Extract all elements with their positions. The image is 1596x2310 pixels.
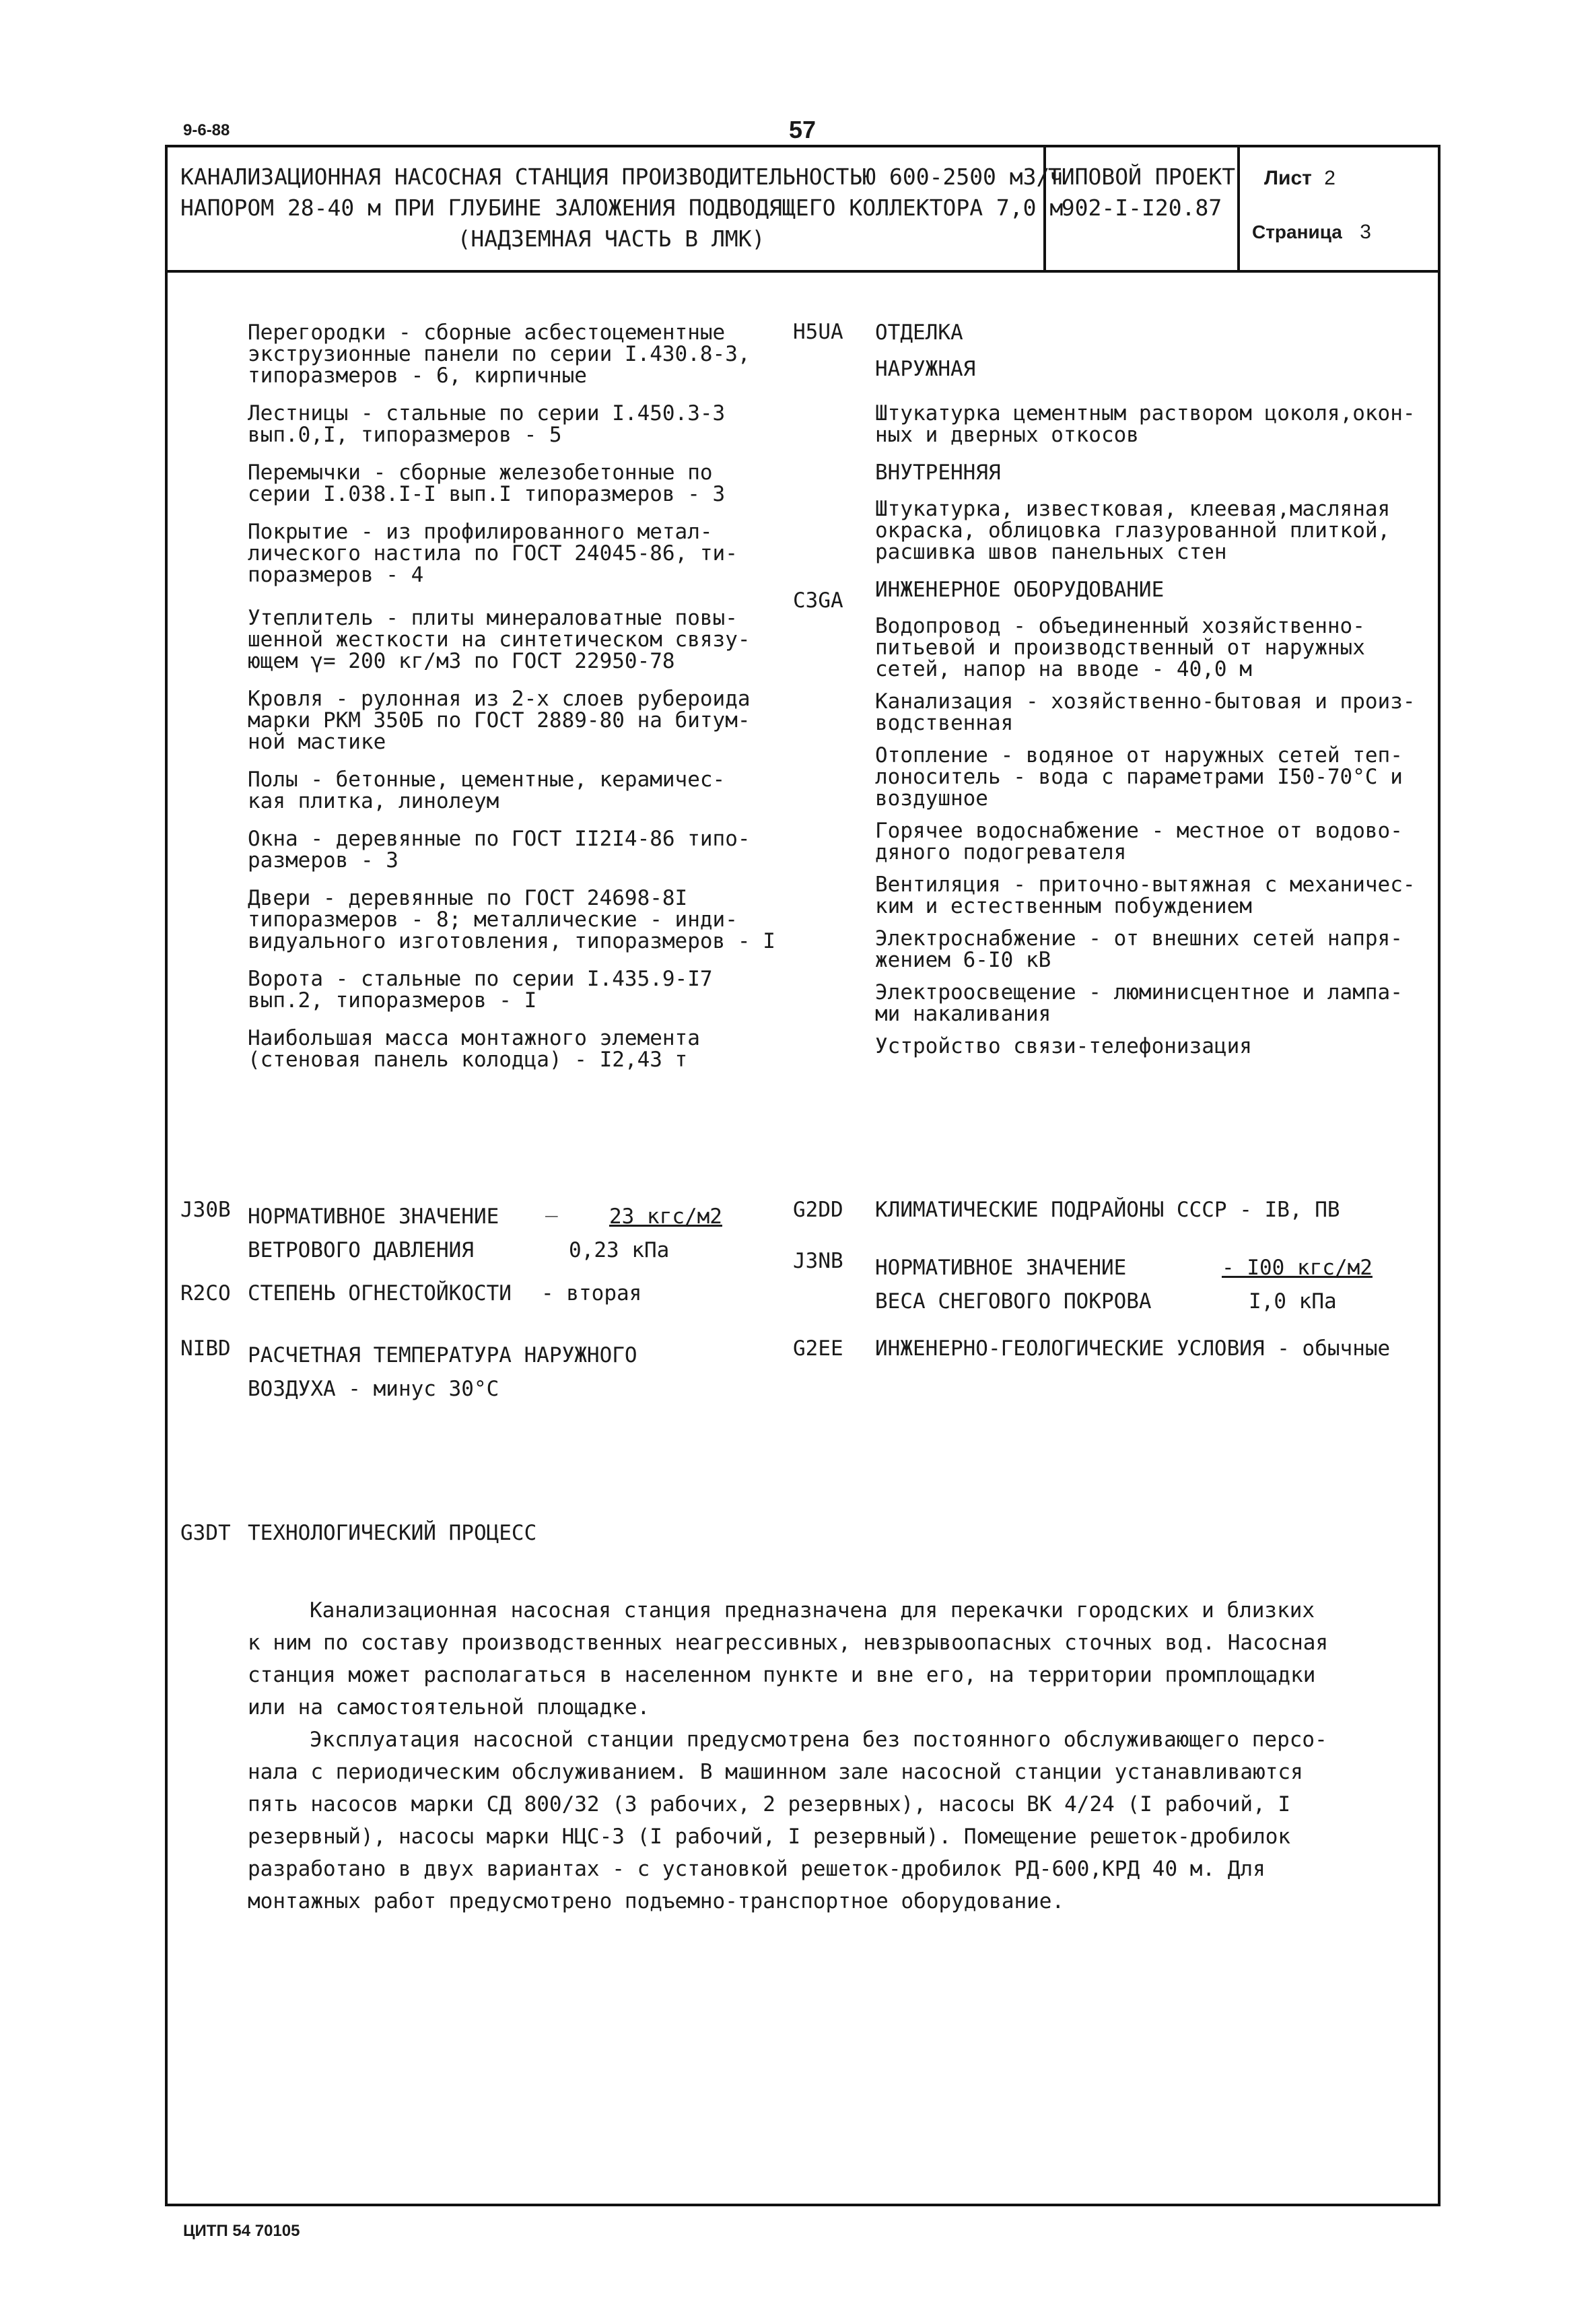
project-number: 902-I-I20.87 — [1061, 195, 1222, 221]
document-title — [180, 162, 1064, 254]
process-heading: ТЕХНОЛОГИЧЕСКИЙ ПРОЦЕСС — [248, 1521, 537, 1545]
code-c3ga: C3GA — [793, 588, 843, 613]
wind-dash: _ — [545, 1193, 558, 1217]
list-item: Перемычки - сборные железобетонные по серии I.038.I-I вып.I типоразмеров - 3 — [248, 461, 726, 506]
page-number: 57 — [789, 116, 817, 143]
construction-list — [248, 322, 786, 1087]
list-item: Кровля - рулонная из 2-х слоев рубероида марки РКМ 350Б по ГОСТ 2889-80 на битум- ной мастике — [248, 687, 751, 754]
process-paragraph-2: Эксплуатация насосной станции предусмотрена без постоянного обслуживающего персо- нала с периодическим обслуживанием. В машинном зале насосной станции устанавливаются пять насосов марки СД 800/32 (3 рабочих, 2 резервных), насосы ВК 4/24 (I рабочий, I резервный), насосы марки НЦС-3 (I рабочий, I резервный). Помещение решеток-дробилок разработано в двух вариантах - с установкой решеток-дробилок РД-600,КРД 40 м. Для монтажных работ предусмотрено подъемно-транспортное оборудование. — [248, 1728, 1327, 1913]
list-item: Покрытие - из профилированного метал- лического настила по ГОСТ 24045-86, ти- поразмеров - 4 — [248, 520, 738, 587]
fire-value: - вторая — [541, 1281, 642, 1305]
sheet-value: 2 — [1324, 167, 1335, 189]
list-item: Наибольшая масса монтажного элемента (стеновая панель колодца) - I2,43 т — [248, 1026, 700, 1072]
code-g2dd: G2DD — [793, 1198, 843, 1222]
temperature-label: РАСЧЕТНАЯ ТЕМПЕРАТУРА НАРУЖНОГО ВОЗДУХА - минус 30°С — [248, 1343, 637, 1401]
climate-subregion: КЛИМАТИЧЕСКИЕ ПОДРАЙОНЫ СССР - IВ, ПВ — [875, 1198, 1340, 1222]
wind-value-kgs: 23 кгс/м2 — [609, 1204, 722, 1229]
list-item: Водопровод - объединенный хозяйственно- питьевой и производственный от наружных сетей, напор на вводе - 40,0 м — [875, 614, 1365, 681]
process-paragraph-1: Канализационная насосная станция предназначена для перекачки городских и близких к ним по составу производственных неагрессивных, невзрывоопасных сточных вод. Насосная станция может располагаться в населенном пункте и вне его, на территории промплощадки или на самостоятельной площадке. — [248, 1598, 1329, 1720]
snow-value-kpa: I,0 кПа — [1249, 1289, 1337, 1314]
finishing-section — [875, 322, 1434, 1073]
list-item: Электроснабжение - от внешних сетей напря- жением 6-I0 кВ — [875, 926, 1403, 972]
code-nibd: NIBD — [180, 1336, 231, 1361]
list-item: Лестницы - стальные по серии I.450.3-3 вып.0,I, типоразмеров - 5 — [248, 401, 726, 447]
list-item: Канализация - хозяйственно-бытовая и произ- водственная — [875, 689, 1416, 735]
list-item: Вентиляция - приточно-вытяжная с механичес- ким и естественным побуждением — [875, 873, 1416, 918]
title-line-2: НАПОРОМ 28-40 м ПРИ ГЛУБИНЕ ЗАЛОЖЕНИЯ ПОДВОДЯЩЕГО КОЛЛЕКТОРА 7,0 м — [180, 195, 1064, 221]
page-value: 3 — [1360, 221, 1371, 243]
list-item: Электроосвещение - люминисцентное и лампа- ми накаливания — [875, 980, 1403, 1026]
outer-heading: НАРУЖНАЯ — [875, 357, 976, 381]
wind-value-kpa: 0,23 кПа — [569, 1238, 670, 1262]
snow-label: НОРМАТИВНОЕ ЗНАЧЕНИЕ ВЕСА СНЕГОВОГО ПОКРОВА — [875, 1256, 1152, 1314]
project-block — [1047, 162, 1236, 224]
sheet-block — [1252, 167, 1434, 244]
list-item: Перегородки - сборные асбестоцементные экструзионные панели по серии I.430.8-3, типоразмеров - 6, кирпичные — [248, 320, 751, 388]
list-item: Полы - бетонные, цементные, керамичес- кая плитка, линолеум — [248, 768, 726, 813]
wind-values — [569, 1200, 722, 1267]
list-item: Горячее водоснабжение - местное от водово- дяного подогревателя — [875, 819, 1403, 864]
list-item: Отопление - водяное от наружных сетей теп- лоноситель - вода с параметрами I50-70°С и воздушное — [875, 743, 1403, 811]
list-item: Окна - деревянные по ГОСТ II2I4-86 типо- размеров - 3 — [248, 827, 751, 873]
geology-label: ИНЖЕНЕРНО-ГЕОЛОГИЧЕСКИЕ УСЛОВИЯ - обычные — [875, 1336, 1391, 1361]
page-label: Страница — [1252, 222, 1342, 242]
inner-heading: ВНУТРЕННЯЯ — [875, 461, 1001, 485]
code-r2co: R2CO — [180, 1281, 231, 1305]
footer-stamp: ЦИТП 54 70105 — [183, 2222, 300, 2240]
list-item: Утеплитель - плиты минераловатные повы- шенной жесткости на синтетическом связу- ющем γ= 200 кг/м3 по ГОСТ 22950-78 — [248, 606, 751, 673]
list-item: Ворота - стальные по серии I.435.9-I7 вып.2, типоразмеров - I — [248, 967, 713, 1013]
inner-finish-text: Штукатурка, известковая, клеевая,масляная окраска, облицовка глазурованной плиткой, расшивка швов панельных стен — [875, 497, 1391, 564]
title-line-1: КАНАЛИЗАЦИОННАЯ НАСОСНАЯ СТАНЦИЯ ПРОИЗВОДИТЕЛЬНОСТЬЮ 600-2500 м3/ч — [180, 164, 1064, 190]
sheet-label: Лист — [1264, 167, 1312, 189]
fire-label: СТЕПЕНЬ ОГНЕСТОЙКОСТИ — [248, 1281, 512, 1305]
code-j3nb: J3NB — [793, 1249, 843, 1273]
code-j30b: J30B — [180, 1198, 231, 1222]
finish-heading: ОТДЕЛКА — [875, 320, 963, 345]
title-divider-2 — [1237, 145, 1240, 273]
title-line-3: (НАДЗЕМНАЯ ЧАСТЬ В ЛМК) — [457, 226, 765, 252]
date-stamp: 9-6-88 — [183, 121, 230, 139]
list-item: Двери - деревянные по ГОСТ 24698-8I типоразмеров - 8; металлические - инди- видуального изготовления, типоразмеров - I — [248, 886, 775, 953]
wind-label: НОРМАТИВНОЕ ЗНАЧЕНИЕ ВЕТРОВОГО ДАВЛЕНИЯ — [248, 1204, 499, 1262]
equipment-heading: ИНЖЕНЕРНОЕ ОБОРУДОВАНИЕ — [875, 578, 1165, 602]
code-g2ee: G2EE — [793, 1336, 843, 1361]
code-g3dt: G3DT — [180, 1521, 231, 1545]
outer-finish-text: Штукатурка цементным раствором цоколя,окон- ных и дверных откосов — [875, 401, 1416, 447]
project-label: ТИПОВОЙ ПРОЕКТ — [1047, 164, 1236, 190]
snow-values — [1222, 1251, 1373, 1318]
code-h5ua: H5UA — [793, 320, 843, 344]
snow-value-kgs: - I00 кгс/м2 — [1222, 1256, 1373, 1280]
list-item: Устройство связи-телефонизация — [875, 1034, 1252, 1058]
